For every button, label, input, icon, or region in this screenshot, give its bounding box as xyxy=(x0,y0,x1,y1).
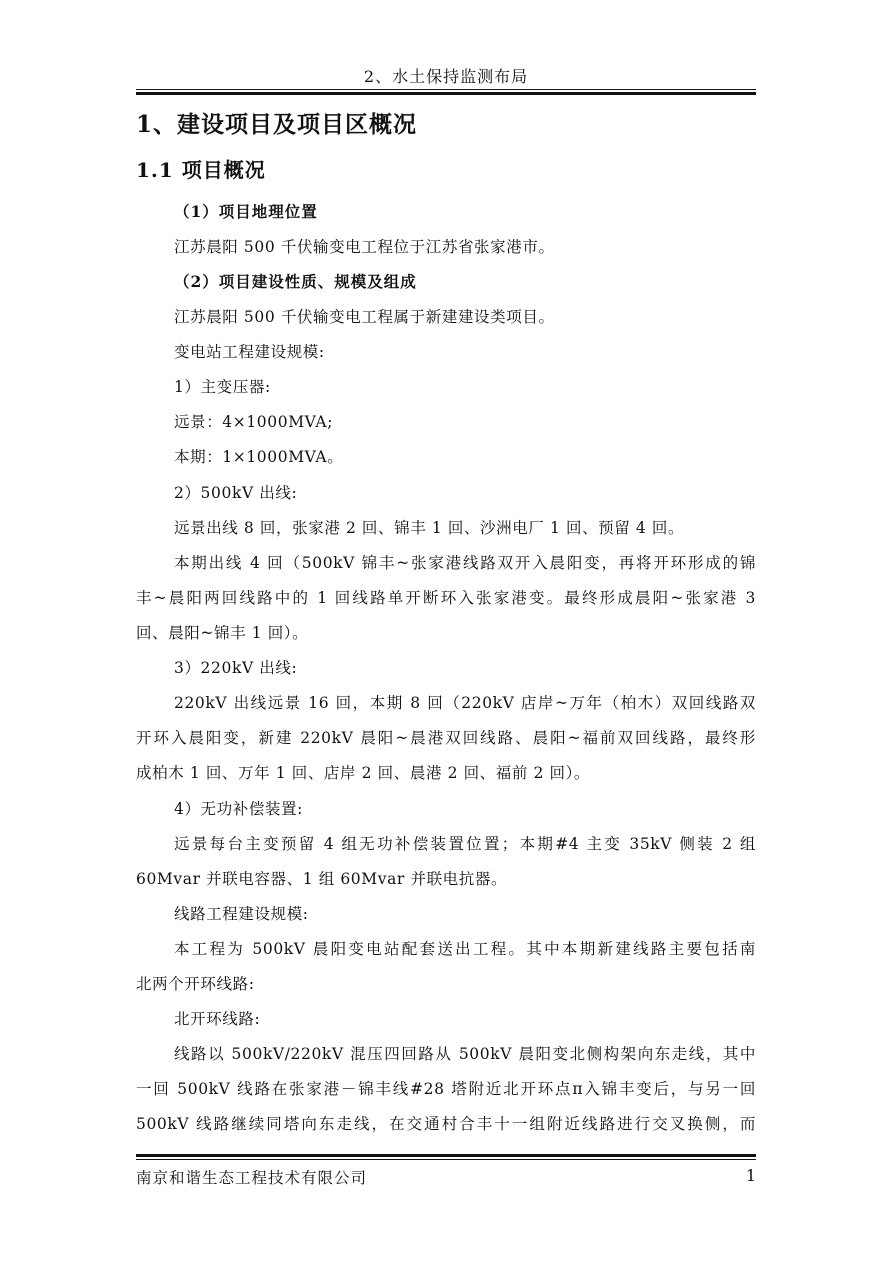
item-500kv: 2）500kV 出线: xyxy=(174,484,298,502)
substation-scale-label: 变电站工程建设规模: xyxy=(174,343,325,361)
item-500kv-now-line-2: 丰~晨阳两回线路中的 1 回线路单开断环入张家港变。最终形成晨阳~张家港 3 xyxy=(136,589,756,607)
header-rule-thick xyxy=(136,92,756,95)
item-220kv-line-2: 开环入晨阳变，新建 220kV 晨阳~晨港双回线路、晨阳~福前双回线路，最终形 xyxy=(136,729,756,747)
subsection-heading: 1.1 项目概况 xyxy=(136,158,266,182)
line-scale-line-2: 北两个开环线路: xyxy=(136,975,255,993)
north-loop-line-3: 500kV 线路继续同塔向东走线，在交通村合丰十一组附近线路进行交叉换侧，而 xyxy=(136,1115,756,1133)
item-reactive-line-2: 60Mvar 并联电容器、1 组 60Mvar 并联电抗器。 xyxy=(136,870,508,888)
paragraph-nature: 江苏晨阳 500 千伏输变电工程属于新建建设类项目。 xyxy=(174,308,555,326)
item-500kv-now-line-1: 本期出线 4 回（500kV 锦丰~张家港线路双开入晨阳变，再将开环形成的锦 xyxy=(174,554,756,572)
footer-company: 南京和谐生态工程技术有限公司 xyxy=(136,1169,368,1187)
line-scale-label: 线路工程建设规模: xyxy=(174,905,309,923)
section-heading: 1、建设项目及项目区概况 xyxy=(136,111,418,138)
item-500kv-now-line-3: 回、晨阳~锦丰 1 回）。 xyxy=(136,624,309,642)
footer-rule-thin xyxy=(136,1159,756,1160)
item-220kv-line-3: 成柏木 1 回、万年 1 回、店岸 2 回、晨港 2 回、福前 2 回）。 xyxy=(136,764,591,782)
item-220kv: 3）220kV 出线: xyxy=(174,659,298,677)
item-reactive-line-1: 远景每台主变预留 4 组无功补偿装置位置；本期#4 主变 35kV 侧装 2 组 xyxy=(174,835,756,853)
heading-nature: （2）项目建设性质、规模及组成 xyxy=(174,272,417,291)
page-number: 1 xyxy=(745,1166,756,1185)
footer-rule-thick xyxy=(136,1154,756,1157)
line-scale-line-1: 本工程为 500kV 晨阳变电站配套送出工程。其中本期新建线路主要包括南 xyxy=(174,940,756,958)
north-loop-title: 北开环线路: xyxy=(174,1010,261,1028)
item-reactive: 4）无功补偿装置: xyxy=(174,800,303,818)
paragraph-location: 江苏晨阳 500 千伏输变电工程位于江苏省张家港市。 xyxy=(174,238,555,256)
item-transformer-now: 本期：1×1000MVA。 xyxy=(174,448,344,466)
item-transformer-far: 远景：4×1000MVA; xyxy=(174,413,334,431)
page-header-title: 2、水土保持监测布局 xyxy=(363,67,529,86)
header-rule-thin xyxy=(136,89,756,90)
north-loop-line-1: 线路以 500kV/220kV 混压四回路从 500kV 晨阳变北侧构架向东走线，其中 xyxy=(174,1045,756,1063)
north-loop-line-2: 一回 500kV 线路在张家港－锦丰线#28 塔附近北开环点π入锦丰变后，与另一回 xyxy=(136,1080,756,1098)
item-transformer: 1）主变压器: xyxy=(174,378,271,396)
item-500kv-far: 远景出线 8 回，张家港 2 回、锦丰 1 回、沙洲电厂 1 回、预留 4 回。 xyxy=(174,519,685,537)
heading-location: （1）项目地理位置 xyxy=(174,202,318,221)
item-220kv-line-1: 220kV 出线远景 16 回，本期 8 回（220kV 店岸~万年（柏木）双回线路双 xyxy=(174,694,756,712)
